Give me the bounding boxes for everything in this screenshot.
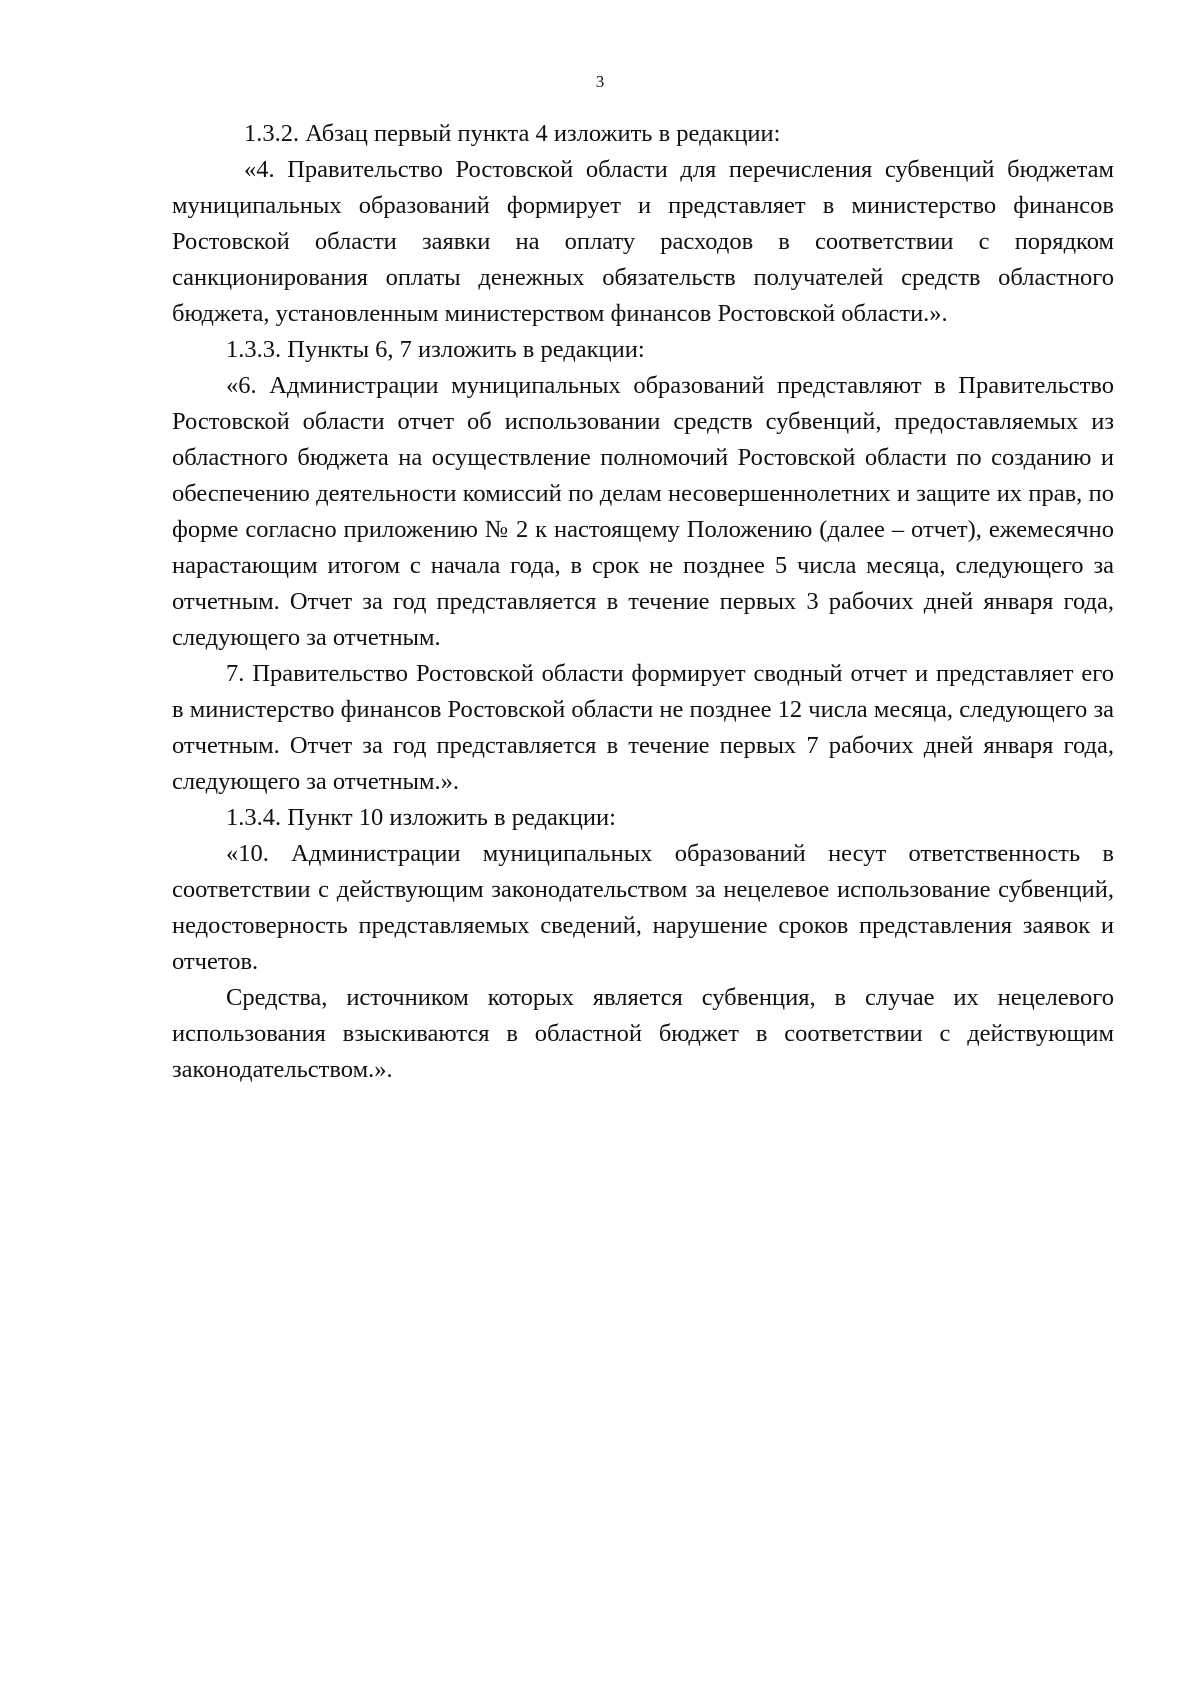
document-body [172, 116, 1114, 1088]
page-number: 3 [595, 72, 605, 91]
paragraph-item-4: «4. Правительство Ростовской области для перечисления субвенций бюджетам муниципальных образований формирует и представляет в министерство финансов Ростовской области заявки на оплату расходов в соответствии с порядком санкционирования оплаты денежных обязательств получателей средств областного бюджета, установленным министерством финансов Ростовской области.». [172, 156, 1114, 327]
paragraph-1-3-4-heading: 1.3.4. Пункт 10 изложить в редакции: [226, 804, 616, 831]
paragraph-item-10: «10. Администрации муниципальных образований несут ответственность в соответствии с действующим законодательством за нецелевое использование субвенций, недостоверность представляемых сведений, нарушение сроков представления заявок и отчетов. [172, 840, 1114, 975]
paragraph-item-7: 7. Правительство Ростовской области формирует сводный отчет и представляет его в министерство финансов Ростовской области не позднее 12 числа месяца, следующего за отчетным. Отчет за год представляется в течение первых 7 рабочих дней января года, следующего за отчетным.». [172, 660, 1114, 795]
paragraph-1-3-3-heading: 1.3.3. Пункты 6, 7 изложить в редакции: [226, 336, 645, 363]
paragraph-1-3-2-heading: 1.3.2. Абзац первый пункта 4 изложить в редакции: [244, 120, 781, 147]
paragraph-item-10-funds: Средства, источником которых является субвенция, в случае их нецелевого использования взыскиваются в областной бюджет в соответствии с действующим законодательством.». [172, 984, 1114, 1083]
paragraph-item-6: «6. Администрации муниципальных образований представляют в Правительство Ростовской области отчет об использовании средств субвенций, предоставляемых из областного бюджета на осуществление полномочий Ростовской области по созданию и обеспечению деятельности комиссий по делам несовершеннолетних и защите их прав, по форме согласно приложению № 2 к настоящему Положению (далее – отчет), ежемесячно нарастающим итогом с начала года, в срок не позднее 5 числа месяца, следующего за отчетным. Отчет за год представляется в течение первых 3 рабочих дней января года, следующего за отчетным. [172, 372, 1114, 651]
